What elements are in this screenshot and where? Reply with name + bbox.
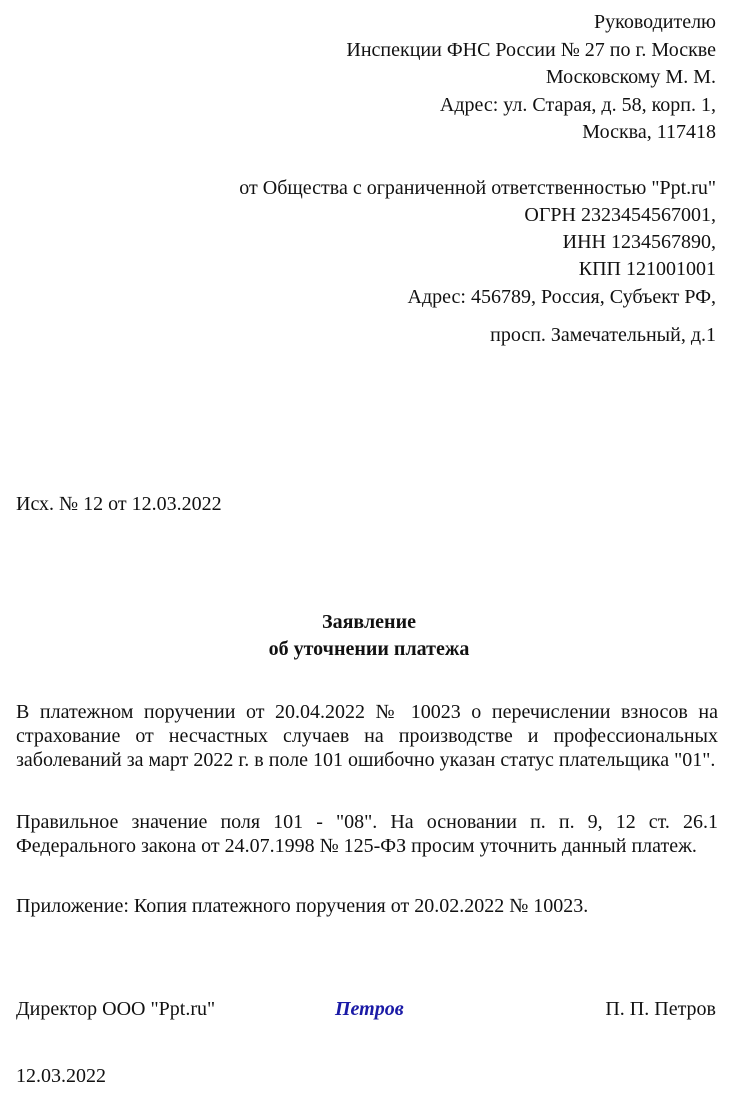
sender-line-4: КПП 121001001 (578, 258, 716, 280)
handwritten-signature: Петров (335, 998, 404, 1020)
attachment-note: Приложение: Копия платежного поручения от 20.02.2022 № 10023. (16, 895, 589, 917)
sender-line-6: просп. Замечательный, д.1 (490, 324, 716, 346)
sender-line-2: ОГРН 2323454567001, (524, 204, 716, 226)
recipient-line-3: Московскому М. М. (545, 66, 716, 88)
sender-line-1: от Общества с ограниченной ответственностью "Ppt.ru" (239, 177, 716, 199)
recipient-line-2: Инспекции ФНС России № 27 по г. Москве (346, 39, 716, 61)
document-title: Заявление (322, 611, 416, 633)
sender-line-3: ИНН 1234567890, (562, 231, 716, 253)
signer-name: П. П. Петров (605, 998, 716, 1020)
document-subtitle: об уточнении платежа (268, 638, 470, 660)
body-paragraph-1: В платежном поручении от 20.04.2022 № 10023 о перечислении взносов на страхование от несчастных случаев на производстве и профессиональных заболеваний за март 2022 г. в поле 101 ошибочно указан статус плательщика "01". (16, 701, 718, 771)
body-paragraph-2: Правильное значение поля 101 - "08". На основании п. п. 9, 12 ст. 26.1 Федерального закона от 24.07.1998 № 125-ФЗ просим уточнить данный платеж. (16, 811, 718, 857)
outgoing-reference: Исх. № 12 от 12.03.2022 (16, 493, 222, 515)
signer-position: Директор ООО "Ppt.ru" (16, 998, 216, 1020)
recipient-line-1: Руководителю (594, 11, 716, 33)
recipient-line-4: Адрес: ул. Старая, д. 58, корп. 1, (439, 94, 716, 116)
sender-line-5: Адрес: 456789, Россия, Субъект РФ, (407, 286, 716, 308)
recipient-line-5: Москва, 117418 (582, 121, 716, 143)
document-date: 12.03.2022 (16, 1065, 106, 1087)
